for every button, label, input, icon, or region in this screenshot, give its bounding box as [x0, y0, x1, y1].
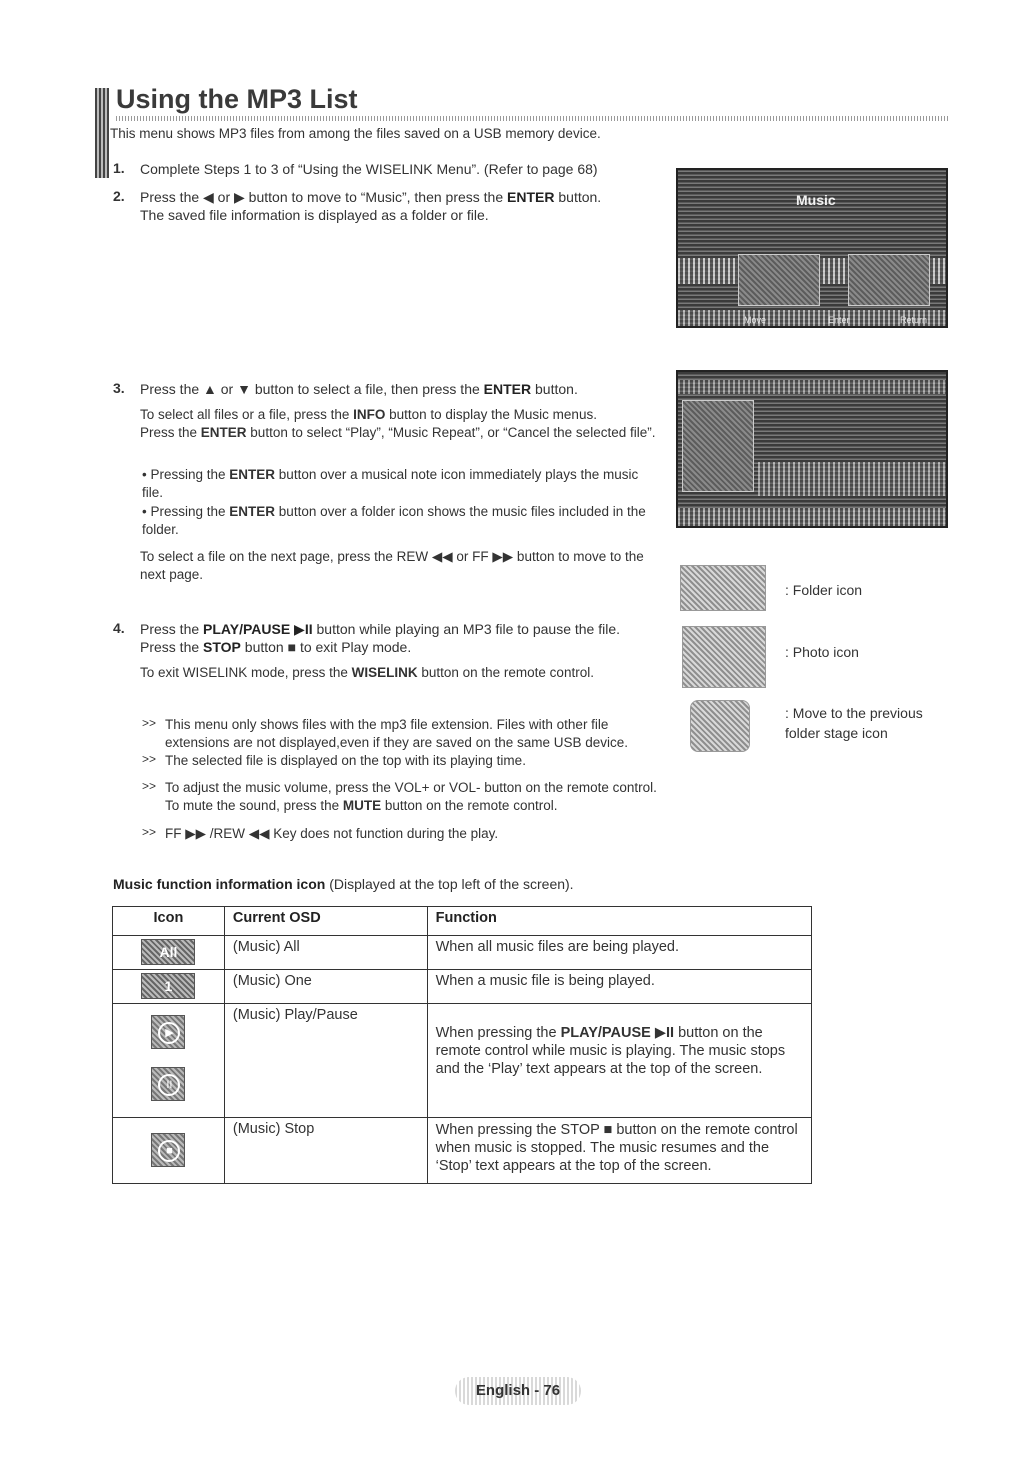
- file-list-screenshot: [676, 370, 948, 528]
- folder-icon-label: : Folder icon: [785, 582, 863, 598]
- screen-menu-title: Music: [796, 192, 836, 208]
- music-one-icon: 1: [141, 973, 195, 999]
- intro-text: This menu shows MP3 files from among the files saved on a USB memory device.: [110, 126, 601, 141]
- table-row: [113, 1118, 812, 1184]
- note-arrow-icon: >>: [142, 825, 157, 839]
- play-icon: ▶: [151, 1015, 185, 1049]
- header-accent-bar: [95, 88, 109, 178]
- step-3-bullet-1: • Pressing the ENTER button over a musical note icon immediately plays the music file.: [142, 467, 639, 500]
- step-4-text: Press the PLAY/PAUSE ▶II button while playing an MP3 file to pause the file. Press the STOP button ■ to exit Play mode.: [140, 621, 621, 655]
- folder-icon: [680, 565, 766, 611]
- note-selected-file: The selected file is displayed on the top with its playing time.: [165, 753, 526, 768]
- photo-icon-label: : Photo icon: [785, 644, 859, 660]
- step-3-detail: To select all files or a file, press the INFO button to display the Music menus. Press the ENTER button to select “Play”, “Music Repeat”, or “Cancel the selected file”.: [140, 407, 656, 440]
- table-row: [113, 1004, 812, 1118]
- music-all-icon: All: [141, 939, 195, 965]
- screen-nav-enter: Enter: [828, 315, 850, 325]
- step-1-text: Complete Steps 1 to 3 of “Using the WISELINK Menu”. (Refer to page 68): [140, 161, 598, 177]
- note-arrow-icon: >>: [142, 716, 157, 730]
- step-3-number: 3.: [113, 380, 125, 396]
- page-title: Using the MP3 List: [116, 84, 358, 114]
- header-function: Function: [427, 907, 811, 936]
- step-1-number: 1.: [113, 160, 125, 176]
- note-volume: To adjust the music volume, press the VOL+ or VOL- button on the remote control. To mute the sound, press the MUTE button on the remote control.: [165, 780, 657, 813]
- step-2-number: 2.: [113, 188, 125, 204]
- note-arrow-icon: >>: [142, 752, 157, 766]
- previous-folder-icon: [690, 700, 750, 752]
- step-4-exit: To exit WISELINK mode, press the WISELINK button on the remote control.: [140, 665, 594, 680]
- osd-cell: (Music) Play/Pause: [224, 1004, 427, 1118]
- table-caption: Music function information icon (Displayed at the top left of the screen).: [113, 876, 574, 892]
- note-ff-rew: FF ▶▶ /REW ◀◀ Key does not function during the play.: [165, 826, 499, 841]
- step-3-next-page: To select a file on the next page, press the REW ◀◀ or FF ▶▶ button to move to the next page.: [140, 549, 644, 582]
- function-cell: When a music file is being played.: [427, 970, 811, 1004]
- step-2-text: Press the ◀ or ▶ button to move to “Music”, then press the ENTER button. The saved file information is displayed as a folder or file.: [140, 189, 602, 223]
- header-icon: Icon: [113, 907, 225, 936]
- note-mp3-extension: This menu only shows files with the mp3 file extension. Files with other file extensions are not displayed,even if they are saved on the same USB device.: [165, 717, 629, 750]
- osd-cell: (Music) Stop: [224, 1118, 427, 1184]
- music-icon-table: [112, 906, 812, 1184]
- function-cell: When pressing the STOP ■ button on the remote control when music is stopped. The music resumes and the ‘Stop’ text appears at the top of the screen.: [427, 1118, 811, 1184]
- table-row: [113, 936, 812, 970]
- osd-cell: (Music) All: [224, 936, 427, 970]
- function-cell: When pressing the PLAY/PAUSE ▶II button on the remote control while music is playing. The music stops and the ‘Play’ text appears at the top of the screen.: [427, 1004, 811, 1118]
- page-number: English - 76: [455, 1377, 581, 1405]
- music-menu-screenshot: [676, 168, 948, 328]
- step-3-text: Press the ▲ or ▼ button to select a file, then press the ENTER button.: [140, 381, 578, 397]
- step-3-bullet-2: • Pressing the ENTER button over a folder icon shows the music files included in the folder.: [142, 504, 646, 537]
- header-current-osd: Current OSD: [224, 907, 427, 936]
- previous-folder-icon-label: : Move to the previous folder stage icon: [785, 705, 923, 741]
- table-row: [113, 970, 812, 1004]
- stop-icon: ■: [151, 1133, 185, 1167]
- osd-cell: (Music) One: [224, 970, 427, 1004]
- function-cell: When all music files are being played.: [427, 936, 811, 970]
- screen-nav-move: Move: [744, 315, 767, 325]
- screen-nav-return: Return: [900, 315, 928, 325]
- title-divider: [116, 116, 950, 121]
- table-header-row: [113, 907, 812, 936]
- note-arrow-icon: >>: [142, 779, 157, 793]
- pause-icon: II: [151, 1067, 185, 1101]
- step-4-number: 4.: [113, 620, 125, 636]
- photo-icon: [682, 626, 766, 688]
